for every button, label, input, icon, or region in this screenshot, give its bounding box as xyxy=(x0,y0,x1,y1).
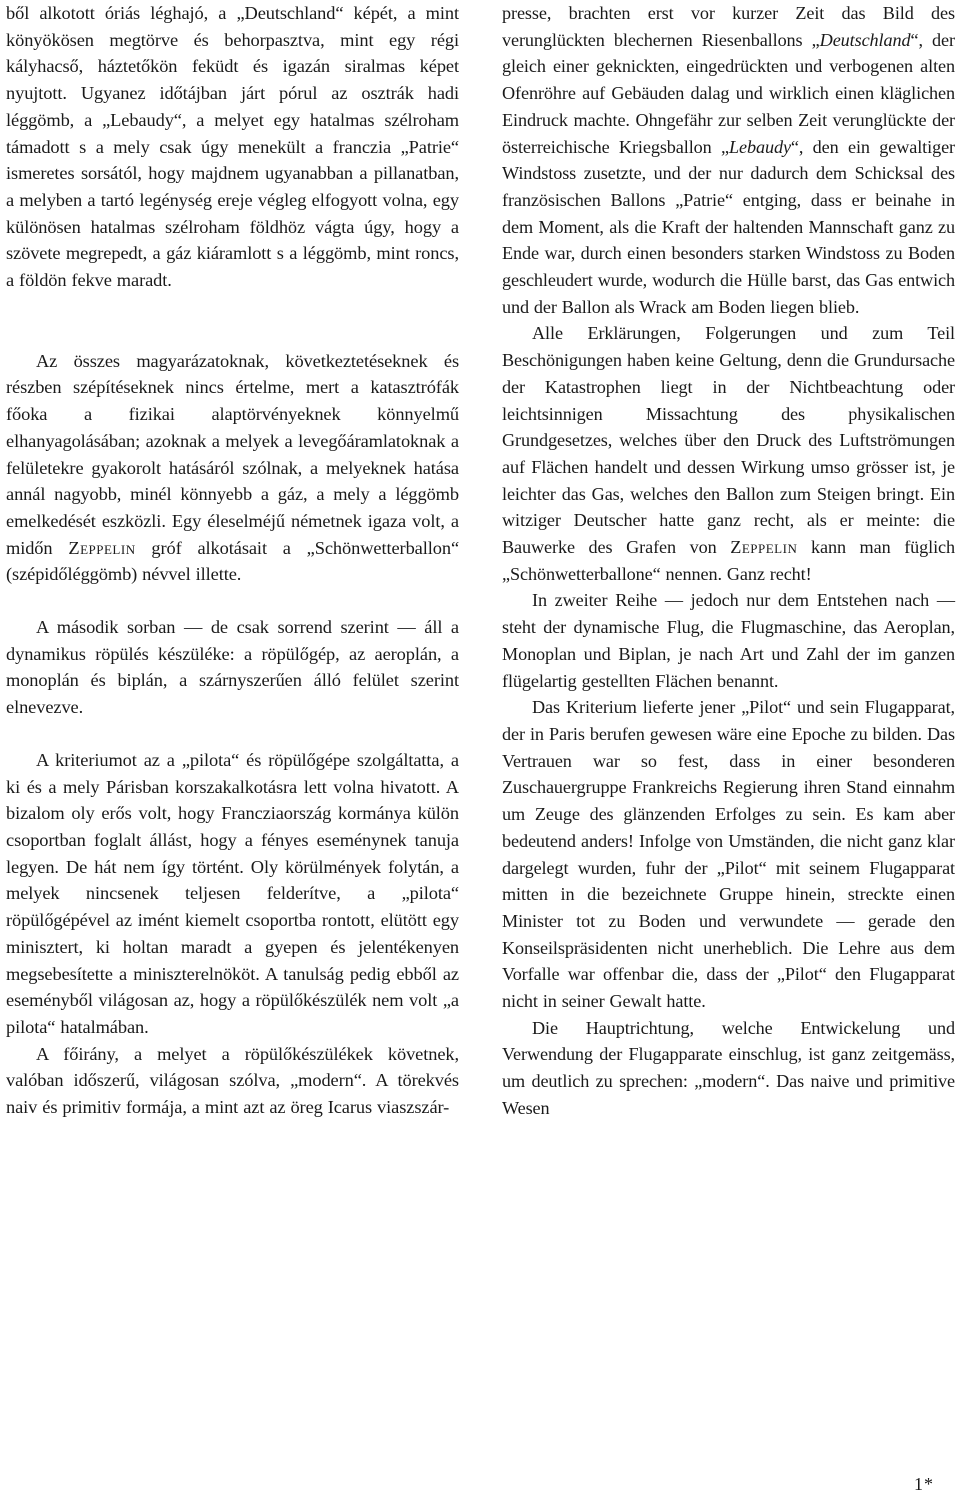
german-paragraph-2-text-a: Alle Erklärungen, Folgerungen und zum Teil Beschönigungen haben keine Geltung, denn die Grundursache der Katastrophen liegt in der Nichtbeachtung oder leichtsinnigen Missachtung des physikalischen Grundgesetzes, welches über den Druck des Luftströmungen auf Flächen handelt und dessen Wirkung umso grösser ist, je leichter das Gas, welches den Ballon zum Steigen bringt. Ein witziger Deutscher hatte ganz recht, als er meinte: die Bauwerke des Grafen von xyxy=(502,323,955,558)
german-paragraph-4-text: Das Kriterium lieferte jener „Pilot“ und sein Flugapparat, der in Paris berufen gewesen wäre eine Epoche zu bilden. Das Vertrauen war so fest, dass in einer besonderen Zuschauergruppe Frankreichs Regierung ihren Stand einnahm um Zeuge des glänzenden Erfolges zu sein. Es kam aber bedeutend anders! Infolge von Umständen, die nicht ganz klar dargelegt wurden, fuhr der „Pilot“ mit seinem Flugapparat mitten in die bezeichnete Gruppe hinein, streckte einen Minister tot zu Boden und verwundete — gerade den Konseilspräsidenten nicht unerheblich. Die Lehre aus dem Vorfalle war offenbar die, dass der „Pilot“ den Flugapparat nicht in seiner Gewalt hatte. xyxy=(502,697,955,1012)
hungarian-paragraph-5 xyxy=(6,1041,459,1121)
hungarian-paragraph-4 xyxy=(6,747,459,1041)
german-paragraph-5 xyxy=(502,1015,955,1122)
hungarian-paragraph-1-text: ből alkotott óriás léghajó, a „Deutschland“ képét, a mint könyökösen megtörve és behorpasztva, mint egy régi kályhacső, háztetőkön feküdt és igazán siralmas képet nyujtott. Ugyanez időtájban járt pórul az osztrák hadi léggömb, a „Lebaudy“, a melyet egy hatalmas szélroham támadott s a mely csak úgy menekült a franczia „Patrie“ ismeretes sorsától, hogy majdnem ugyanabban a pillanatban, a melyben a tartó legénység ereje végleg elfogyott volna, egy különösen hatalmas szélroham földhöz vágta úgy, hogy a szövete megrepedt, a gáz kiáramlott s a léggömb, mint roncs, a földön fekve maradt. xyxy=(6,3,459,291)
german-paragraph-2 xyxy=(502,320,955,587)
german-paragraph-1-text-c: “, den ein gewaltiger Windstoss zusetzte, und der nur dadurch dem Schicksal des französischen Ballons „Patrie“ entging, dass er beinahe in dem Moment, als die Kraft der haltenden Mannschaft ganz zu Ende war, durch einen besonders starken Windstoss zu Boden geschleudert wurde, wodurch die Hülle barst, das Gas entwich und der Ballon als Wrack am Boden liegen blieb. xyxy=(502,136,955,317)
hungarian-paragraph-3-text: A második sorban — de csak sorrend szerint — áll a dynamikus röpülés készüléke: a röpülőgép, az aeroplán, a monoplán és biplán, a szárnyszerűen álló felület szerint elnevezve. xyxy=(6,617,459,718)
german-paragraph-1-text-b: “, der gleich einer geknickten, eingedrückten und verbogenen alten Ofenröhre auf Gebäuden dalag und wirklich einen kläglichen Eindruck machte. Ohngefähr zur selben Zeit verunglückte der österreichische Kriegsballon „ xyxy=(502,29,955,157)
german-paragraph-2-text-b: kann man füglich „Schönwetterballone“ nennen. Ganz recht! xyxy=(502,537,956,584)
german-paragraph-1-text-a: presse, brachten erst vor kurzer Zeit das Bild des verunglückten blechernen Riesenballons „ xyxy=(502,3,955,50)
hungarian-paragraph-5-text: A főirány, a melyet a röpülőkészülékek követnek, valóban időszerű, világosan szólva, „modern“. A törekvés naiv és primitiv formája, a mint azt az öreg Icarus viaszszár- xyxy=(6,1043,459,1118)
page-number: 1* xyxy=(914,1474,934,1494)
german-paragraph-1-name-1: Deutschland xyxy=(819,29,911,50)
hungarian-column xyxy=(6,0,459,1121)
german-paragraph-2-name: Zeppelin xyxy=(730,537,798,558)
german-paragraph-3-text: In zweiter Reihe — jedoch nur dem Entstehen nach — steht der dynamische Flug, die Flugmaschine, das Aeroplan, Monoplan und Biplan, je nach Art und Zahl der im ganzen flügelartig gestellten Flächen benannt. xyxy=(502,590,955,691)
hungarian-paragraph-2-text-b: gróf alkotásait a „Schönwetterballon“ (szépidőléggömb) névvel illette. xyxy=(6,537,460,585)
hungarian-paragraph-2-text-a: Az összes magyarázatoknak, következtetéseknek és részben szépítéseknek nincs értelme, mert a katasztrófák főoka a fizikai alaptörvényeknek könnyelmű elhanyagolásában; azoknak a melyek a levegőáramlatoknak a felületekre gyakorolt hatásáról szólnak, a melyeknek hatása annál nagyobb, minél könnyebb a gáz, a mely a léggömb emelkedését eszközli. Egy éleselméjű németnek igaza volt, a midőn xyxy=(6,350,459,558)
paragraph-gap xyxy=(6,721,459,747)
german-paragraph-5-text: Die Hauptrichtung, welche Entwickelung und Verwendung der Flugapparate einschlug, ist ganz zeitgemäss, um deutlich zu sprechen: „modern“. Das naive und primitive Wesen xyxy=(502,1017,955,1118)
german-column xyxy=(502,0,955,1122)
paragraph-gap xyxy=(6,588,459,614)
paragraph-gap xyxy=(6,294,459,348)
hungarian-paragraph-2-name: Zeppelin xyxy=(68,537,136,558)
german-paragraph-1-name-2: Lebaudy xyxy=(728,136,791,157)
hungarian-paragraph-4-text: A kriteriumot az a „pilota“ és röpülőgépe szolgáltatta, a ki és a mely Párisban korszakalkotásra lett volna hivatott. A bizalom oly erős volt, hogy Francziaország kormánya külön csoportban foglalt állást, hogy a fényes eseménynek tanuja legyen. De hát nem így történt. Oly körülmények folytán, a melyek nincsenek teljesen felderítve, a „pilota“ röpülőgépével az imént kiemelt csoportba rontott, elütött egy minisztert, ki holtan maradt a gyepen és jelentékenyen megsebesítette a miniszterelnököt. A tanulság pedig ebből az eseményből világosan az, hogy a röpülőkészülék nem volt „a pilota“ hatalmában. xyxy=(6,749,459,1037)
hungarian-paragraph-3 xyxy=(6,614,459,721)
german-paragraph-4 xyxy=(502,694,955,1014)
german-paragraph-3 xyxy=(502,587,955,694)
hungarian-paragraph-2 xyxy=(6,348,459,588)
hungarian-paragraph-1 xyxy=(6,0,459,294)
german-paragraph-1 xyxy=(502,0,955,320)
